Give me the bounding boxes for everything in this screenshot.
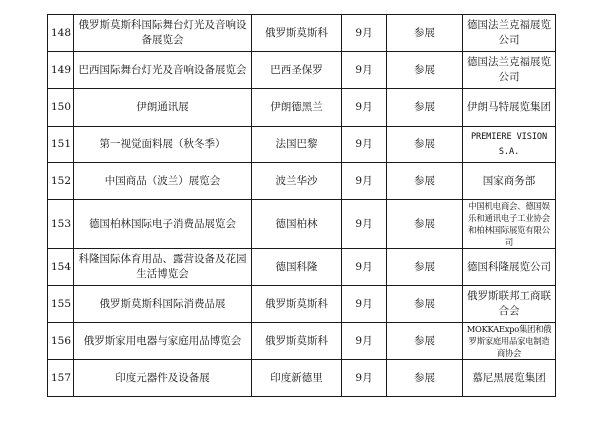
participation-type: 参展 <box>387 163 463 200</box>
row-number: 149 <box>48 52 74 89</box>
exhibition-name: 俄罗斯莫斯科国际舞台灯光及音响设备展览会 <box>74 15 252 52</box>
organizer: 国家商务部 <box>463 163 556 200</box>
exhibition-name: 德国柏林国际电子消费品展览会 <box>74 200 252 249</box>
row-number: 151 <box>48 127 74 163</box>
table-row <box>48 15 556 52</box>
organizer: 德国法兰克福展览公司 <box>463 52 556 89</box>
exhibition-month: 9月 <box>342 323 387 360</box>
exhibition-city: 德国柏林 <box>252 200 342 249</box>
table-row <box>48 52 556 89</box>
row-number: 153 <box>48 200 74 249</box>
table-row <box>48 127 556 163</box>
exhibition-city: 俄罗斯莫斯科 <box>252 323 342 360</box>
table-row <box>48 163 556 200</box>
row-number: 152 <box>48 163 74 200</box>
row-number: 155 <box>48 286 74 323</box>
participation-type: 参展 <box>387 286 463 323</box>
participation-type: 参展 <box>387 200 463 249</box>
exhibition-month: 9月 <box>342 249 387 286</box>
exhibition-city: 伊朗德黑兰 <box>252 89 342 127</box>
exhibition-city: 波兰华沙 <box>252 163 342 200</box>
exhibition-name: 伊朗通讯展 <box>74 89 252 127</box>
exhibition-city: 俄罗斯莫斯科 <box>252 15 342 52</box>
participation-type: 参展 <box>387 89 463 127</box>
row-number: 154 <box>48 249 74 286</box>
exhibition-month: 9月 <box>342 360 387 397</box>
participation-type: 参展 <box>387 15 463 52</box>
row-number: 150 <box>48 89 74 127</box>
exhibition-month: 9月 <box>342 286 387 323</box>
organizer: 德国法兰克福展览公司 <box>463 15 556 52</box>
table-row <box>48 286 556 323</box>
exhibition-city: 俄罗斯莫斯科 <box>252 286 342 323</box>
row-number: 157 <box>48 360 74 397</box>
row-number: 156 <box>48 323 74 360</box>
participation-type: 参展 <box>387 52 463 89</box>
exhibition-name: 俄罗斯莫斯科国际消费品展 <box>74 286 252 323</box>
organizer: 伊朗马特展览集团 <box>463 89 556 127</box>
table-row <box>48 200 556 249</box>
exhibition-month: 9月 <box>342 127 387 163</box>
participation-type: 参展 <box>387 127 463 163</box>
row-number: 148 <box>48 15 74 52</box>
exhibition-city: 德国科隆 <box>252 249 342 286</box>
exhibition-name: 第一视觉面料展（秋冬季） <box>74 127 252 163</box>
table-row <box>48 249 556 286</box>
participation-type: 参展 <box>387 360 463 397</box>
exhibition-month: 9月 <box>342 52 387 89</box>
organizer: 俄罗斯联邦工商联合会 <box>463 286 556 323</box>
exhibition-city: 巴西圣保罗 <box>252 52 342 89</box>
organizer: 德国科隆展览公司 <box>463 249 556 286</box>
participation-type: 参展 <box>387 249 463 286</box>
table-row <box>48 360 556 397</box>
exhibition-city: 印度新德里 <box>252 360 342 397</box>
table-row <box>48 323 556 360</box>
exhibition-month: 9月 <box>342 163 387 200</box>
exhibition-city: 法国巴黎 <box>252 127 342 163</box>
organizer: 慕尼黑展览集团 <box>463 360 556 397</box>
exhibition-month: 9月 <box>342 200 387 249</box>
exhibition-name: 印度元器件及设备展 <box>74 360 252 397</box>
exhibition-name: 俄罗斯家用电器与家庭用品博览会 <box>74 323 252 360</box>
organizer: MOKKAExpo集团和俄罗斯家庭用品家电制造商协会 <box>463 323 556 360</box>
exhibition-month: 9月 <box>342 15 387 52</box>
exhibition-name: 科隆国际体育用品、露营设备及花园生活博览会 <box>74 249 252 286</box>
exhibition-month: 9月 <box>342 89 387 127</box>
participation-type: 参展 <box>387 323 463 360</box>
table-row <box>48 89 556 127</box>
organizer: PREMIERE VISION S.A. <box>463 127 556 163</box>
exhibition-name: 巴西国际舞台灯光及音响设备展览会 <box>74 52 252 89</box>
organizer: 中国机电商会、德国娱乐和通讯电子工业协会和柏林国际展览有限公司 <box>463 200 556 249</box>
exhibition-name: 中国商品（波兰）展览会 <box>74 163 252 200</box>
exhibition-table <box>47 14 556 397</box>
